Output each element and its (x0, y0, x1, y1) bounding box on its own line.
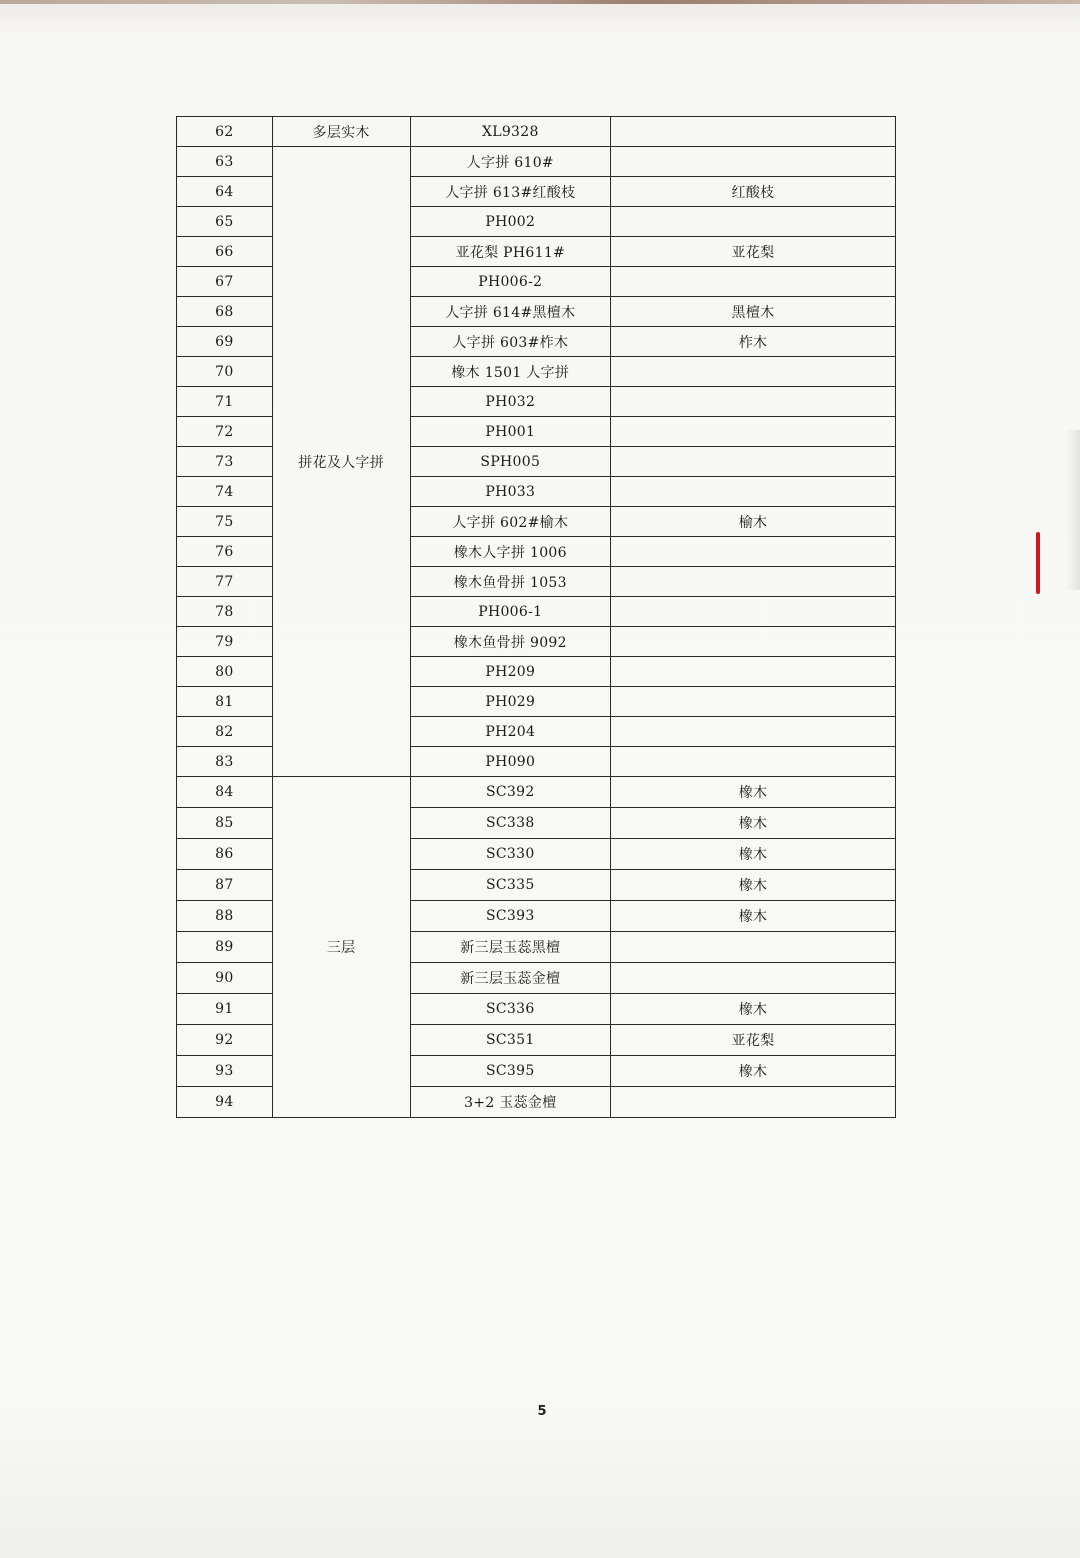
model-cell: PH006-1 (410, 597, 610, 627)
wood-cell (611, 117, 896, 147)
row-number: 94 (177, 1087, 273, 1118)
row-number: 68 (177, 297, 273, 327)
row-number: 84 (177, 777, 273, 808)
model-cell: PH209 (410, 657, 610, 687)
row-number: 72 (177, 417, 273, 447)
wood-cell (611, 717, 896, 747)
category-cell: 多层实木 (272, 117, 410, 147)
row-number: 93 (177, 1056, 273, 1087)
wood-cell (611, 537, 896, 567)
wood-cell (611, 687, 896, 717)
wood-cell (611, 147, 896, 177)
model-cell: PH204 (410, 717, 610, 747)
wood-cell: 红酸枝 (611, 177, 896, 207)
row-number: 78 (177, 597, 273, 627)
row-number: 64 (177, 177, 273, 207)
wood-cell: 橡木 (611, 777, 896, 808)
category-cell: 拼花及人字拼 (272, 147, 410, 777)
wood-cell (611, 267, 896, 297)
wood-cell: 橡木 (611, 901, 896, 932)
row-number: 80 (177, 657, 273, 687)
row-number: 62 (177, 117, 273, 147)
wood-cell: 橡木 (611, 808, 896, 839)
scan-edge-shadow (1066, 430, 1080, 590)
model-cell: 橡木鱼骨拼 9092 (410, 627, 610, 657)
wood-cell: 橡木 (611, 1056, 896, 1087)
row-number: 75 (177, 507, 273, 537)
model-cell: PH033 (410, 477, 610, 507)
wood-cell (611, 447, 896, 477)
row-number: 74 (177, 477, 273, 507)
model-cell: PH002 (410, 207, 610, 237)
model-cell: SC351 (410, 1025, 610, 1056)
model-cell: 人字拼 610# (410, 147, 610, 177)
row-number: 90 (177, 963, 273, 994)
row-number: 77 (177, 567, 273, 597)
model-cell: 人字拼 614#黑檀木 (410, 297, 610, 327)
wood-cell (611, 357, 896, 387)
table-body (177, 117, 896, 1118)
wood-cell (611, 417, 896, 447)
table-row (177, 777, 896, 808)
row-number: 67 (177, 267, 273, 297)
model-cell: SC330 (410, 839, 610, 870)
row-number: 88 (177, 901, 273, 932)
wood-cell (611, 387, 896, 417)
wood-cell (611, 567, 896, 597)
row-number: 89 (177, 932, 273, 963)
wood-cell: 橡木 (611, 839, 896, 870)
category-cell: 三层 (272, 777, 410, 1118)
wood-cell (611, 932, 896, 963)
row-number: 66 (177, 237, 273, 267)
scan-top-edge (0, 0, 1080, 4)
wood-cell (611, 963, 896, 994)
model-cell: PH029 (410, 687, 610, 717)
model-cell: SC336 (410, 994, 610, 1025)
model-cell: 橡木人字拼 1006 (410, 537, 610, 567)
model-cell: 3+2 玉蕊金檀 (410, 1087, 610, 1118)
row-number: 82 (177, 717, 273, 747)
wood-cell: 亚花梨 (611, 237, 896, 267)
model-cell: 橡木鱼骨拼 1053 (410, 567, 610, 597)
model-cell: SC335 (410, 870, 610, 901)
model-cell: PH001 (410, 417, 610, 447)
model-cell: PH090 (410, 747, 610, 777)
red-pen-mark (1036, 532, 1040, 594)
model-cell: 新三层玉蕊金檀 (410, 963, 610, 994)
row-number: 71 (177, 387, 273, 417)
wood-cell: 榆木 (611, 507, 896, 537)
wood-cell (611, 627, 896, 657)
model-cell: SC393 (410, 901, 610, 932)
model-cell: 人字拼 613#红酸枝 (410, 177, 610, 207)
model-cell: SC338 (410, 808, 610, 839)
model-cell: SC392 (410, 777, 610, 808)
table-row (177, 147, 896, 177)
row-number: 65 (177, 207, 273, 237)
row-number: 70 (177, 357, 273, 387)
wood-cell (611, 747, 896, 777)
row-number: 76 (177, 537, 273, 567)
model-cell: PH006-2 (410, 267, 610, 297)
page-number: 5 (537, 1404, 547, 1419)
model-cell: 橡木 1501 人字拼 (410, 357, 610, 387)
product-table (176, 116, 896, 1118)
wood-cell (611, 207, 896, 237)
model-cell: 亚花梨 PH611# (410, 237, 610, 267)
row-number: 92 (177, 1025, 273, 1056)
wood-cell (611, 1087, 896, 1118)
row-number: 83 (177, 747, 273, 777)
wood-cell: 柞木 (611, 327, 896, 357)
wood-cell (611, 657, 896, 687)
model-cell: XL9328 (410, 117, 610, 147)
model-cell: SC395 (410, 1056, 610, 1087)
model-cell: 新三层玉蕊黑檀 (410, 932, 610, 963)
row-number: 91 (177, 994, 273, 1025)
model-cell: 人字拼 602#榆木 (410, 507, 610, 537)
table-row (177, 117, 896, 147)
wood-cell: 黑檀木 (611, 297, 896, 327)
row-number: 86 (177, 839, 273, 870)
wood-cell: 橡木 (611, 870, 896, 901)
wood-cell: 橡木 (611, 994, 896, 1025)
wood-cell: 亚花梨 (611, 1025, 896, 1056)
row-number: 79 (177, 627, 273, 657)
row-number: 85 (177, 808, 273, 839)
row-number: 87 (177, 870, 273, 901)
model-cell: 人字拼 603#柞木 (410, 327, 610, 357)
row-number: 63 (177, 147, 273, 177)
row-number: 73 (177, 447, 273, 477)
row-number: 69 (177, 327, 273, 357)
wood-cell (611, 597, 896, 627)
model-cell: PH032 (410, 387, 610, 417)
model-cell: SPH005 (410, 447, 610, 477)
row-number: 81 (177, 687, 273, 717)
wood-cell (611, 477, 896, 507)
